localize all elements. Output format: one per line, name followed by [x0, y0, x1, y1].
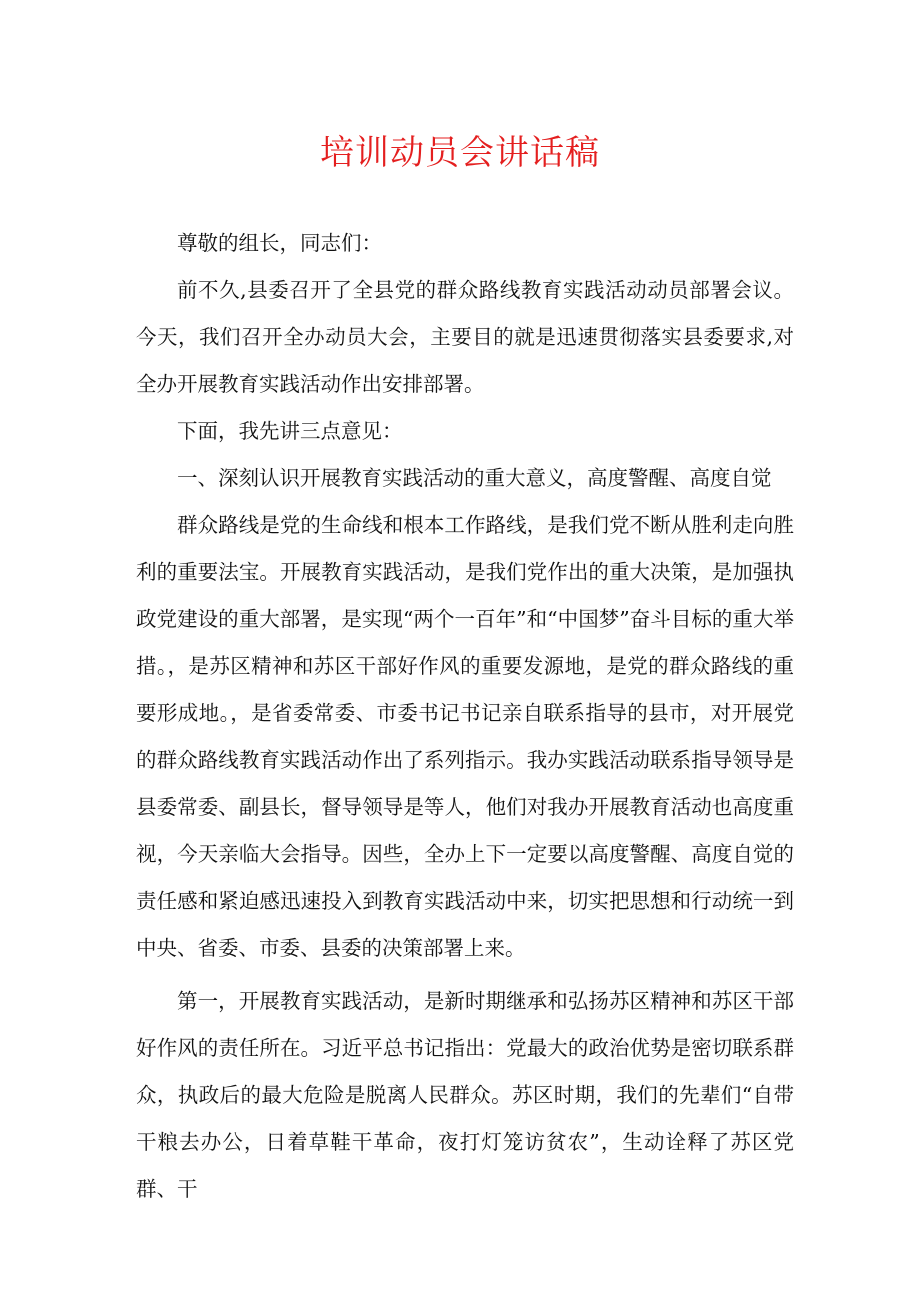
document-body: [136, 220, 794, 1213]
body-paragraph: 第一，开展教育实践活动，是新时期继承和弘扬苏区精神和苏区干部好作风的责任所在。习近平总书记指出：党最大的政治优势是密切联系群众，执政后的最大危险是脱离人民群众。苏区时期，我们的先辈们“自带干粮去办公，日着草鞋干革命，夜打灯笼访贫农”，生动诠释了苏区党群、干: [136, 989, 794, 1201]
body-paragraph: 群众路线是党的生命线和根本工作路线，是我们党不断从胜利走向胜利的重要法宝。开展教育实践活动，是我们党作出的重大决策，是加强执政党建设的重大部署，是实现“两个一百年”和“中国梦”奋斗目标的重大举措。，是苏区精神和苏区干部好作风的重要发源地，是党的群众路线的重要形成地。，是省委常委、市委书记书记亲自联系指导的县市，对开展党的群众路线教育实践活动作出了系列指示。我办实践活动联系指导领导是县委常委、副县长，督导领导是等人，他们对我办开展教育活动也高度重视，今天亲临大会指导。因些，全办上下一定要以高度警醒、高度自觉的责任感和紧迫感迅速投入到教育实践活动中来，切实把思想和行动统一到中央、省委、市委、县委的决策部署上来。: [136, 513, 794, 960]
salutation-paragraph: 尊敬的组长，同志们：: [177, 231, 382, 255]
document-title: 培训动员会讲话稿: [320, 133, 600, 173]
intro-paragraph: 前不久,县委召开了全县党的群众路线教育实践活动动员部署会议。今天，我们召开全办动员大会，主要目的就是迅速贯彻落实县委要求,对全办开展教育实践活动作出安排部署。: [136, 278, 794, 396]
section-heading: 一、深刻认识开展教育实践活动的重大意义，高度警醒、高度自觉: [177, 466, 772, 490]
transition-paragraph: 下面，我先讲三点意见：: [177, 419, 403, 443]
